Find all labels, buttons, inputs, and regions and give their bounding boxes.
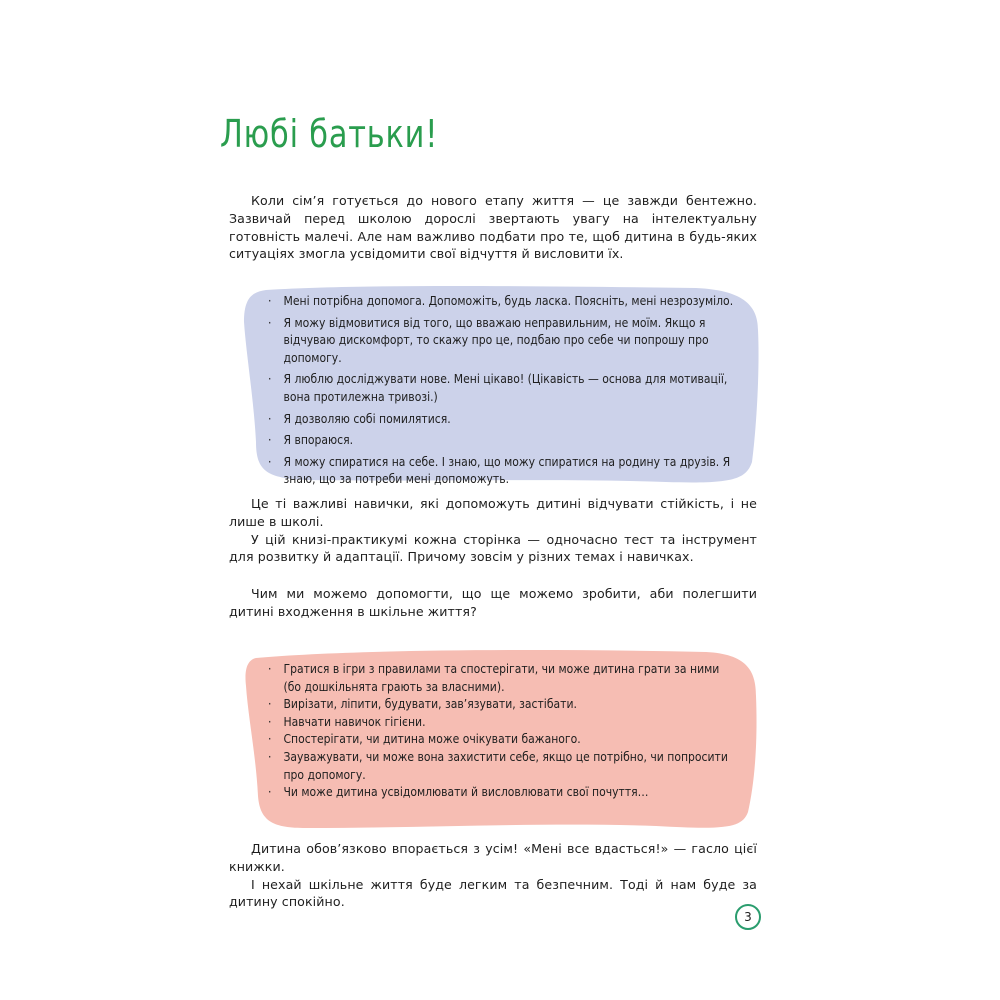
closing-text-2: І нехай шкільне життя буде легким та безпечним. Тоді й нам буде за дитину спокійно. bbox=[229, 876, 757, 910]
page-number: 3 bbox=[735, 904, 761, 930]
list-item: · Вирізати, ліпити, будувати, зав’язувати, застібати. bbox=[268, 696, 577, 712]
question-text: Чим ми можемо допомогти, що ще можемо зробити, аби полегшити дитині входження в шкільне життя? bbox=[229, 586, 757, 619]
list-item: · Гратися в ігри з правилами та спостерігати, чи може дитина грати за ними (бо дошкільнята грають за власними). bbox=[268, 661, 720, 694]
intro-text: Коли сім’я готується до нового етапу життя — це завжди бентежно. Зазвичай перед школою дорослі звертають увагу на інтелектуальну готовність малечі. Але нам важливо подбати про те, щоб дитина в будь-яких ситуаціях змогла усвідомити свої відчуття й висловити їх. bbox=[229, 193, 757, 262]
workbook-text: У цій книзі-практикумі кожна сторінка — одночасно тест та інструмент для розвитку й адаптації. Причому зовсім у різних темах і навичках. bbox=[229, 531, 757, 565]
list-item: · Я впораюся. bbox=[268, 432, 354, 448]
blue-bubble-list bbox=[268, 292, 737, 492]
pink-bubble-list bbox=[268, 660, 737, 801]
page-title: Любі батьки! bbox=[220, 112, 439, 156]
list-item: · Мені потрібна допомога. Допоможіть, будь ласка. Поясніть, мені незрозуміло. bbox=[268, 293, 734, 308]
list-item: · Я дозволяю собі помилятися. bbox=[268, 410, 451, 426]
list-item: · Спостерігати, чи дитина може очікувати бажаного. bbox=[268, 731, 581, 747]
intro-paragraph bbox=[229, 192, 757, 263]
list-item: · Я можу відмовитися від того, що вважаю неправильним, не моїм. Якщо я відчуваю дискомфорт, то скажу про це, подбаю про себе чи попрошу про допомогу. bbox=[268, 314, 709, 365]
skills-text: Це ті важливі навички, які допоможуть дитині відчувати стійкість, і не лише в школі. bbox=[229, 496, 757, 529]
closing-paragraph bbox=[229, 840, 757, 911]
closing-text-1: Дитина обов’язково впорається з усім! «Мені все вдасться!» — гасло цієї книжки. bbox=[229, 841, 757, 874]
list-item: · Я люблю досліджувати нове. Мені цікаво! (Цікавість — основа для мотивації, вона протилежна тривозі.) bbox=[268, 371, 728, 404]
list-item: · Зауважувати, чи може вона захистити себе, якщо це потрібно, чи попросити про допомогу. bbox=[268, 748, 728, 782]
list-item: · Навчати навичок гігієни. bbox=[268, 713, 426, 729]
question-paragraph bbox=[229, 585, 757, 621]
skills-paragraph bbox=[229, 495, 757, 566]
list-item: · Чи може дитина усвідомлювати й висловлювати свої почуття… bbox=[268, 784, 649, 800]
list-item: · Я можу спиратися на себе. І знаю, що можу спиратися на родину та друзів. Я знаю, що за потреби мені допоможуть. bbox=[268, 453, 731, 487]
